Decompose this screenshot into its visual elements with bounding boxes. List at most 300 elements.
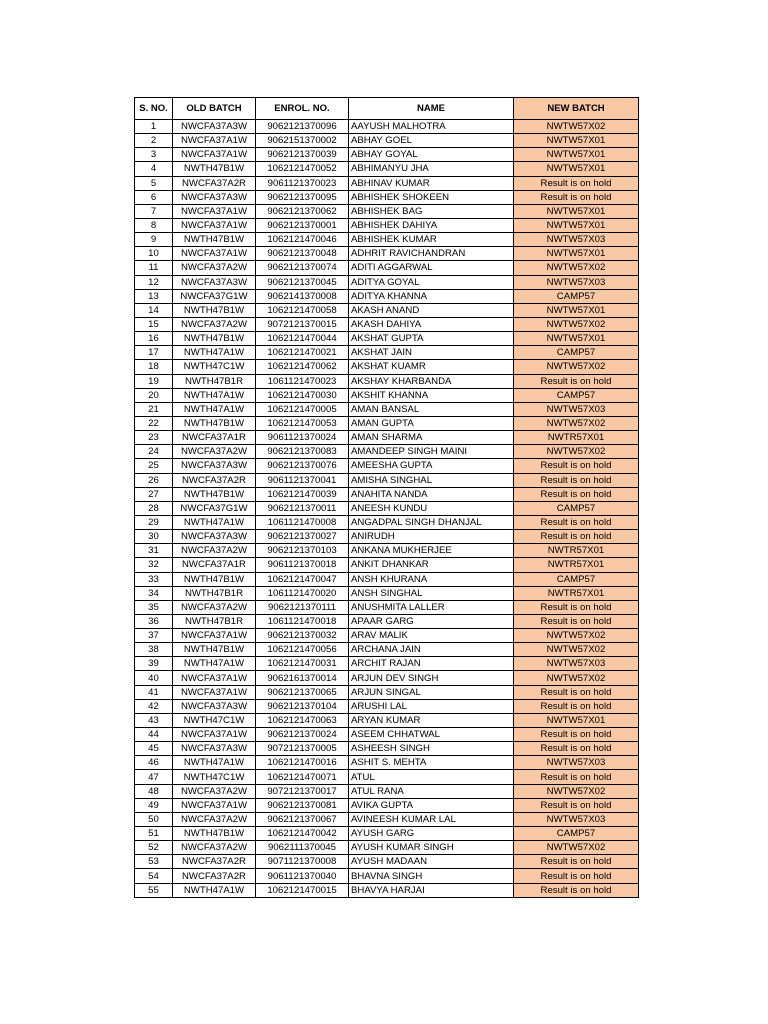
cell-new-batch: NWTW57X02 <box>514 120 639 134</box>
cell-sno: 3 <box>135 148 173 162</box>
cell-new-batch: NWTW57X03 <box>514 233 639 247</box>
cell-sno: 43 <box>135 713 173 727</box>
cell-old-batch: NWTH47B1W <box>173 303 256 317</box>
cell-sno: 7 <box>135 204 173 218</box>
cell-enrol-no: 1062121470053 <box>256 416 349 430</box>
table-row <box>135 629 639 643</box>
cell-sno: 39 <box>135 657 173 671</box>
cell-new-batch: CAMP57 <box>514 388 639 402</box>
cell-old-batch: NWTH47A1W <box>173 346 256 360</box>
table-row <box>135 558 639 572</box>
cell-name: AVINEESH KUMAR LAL <box>349 812 514 826</box>
cell-old-batch: NWCFA37A3W <box>173 120 256 134</box>
cell-sno: 12 <box>135 275 173 289</box>
header-new-batch: NEW BATCH <box>514 98 639 120</box>
cell-sno: 34 <box>135 586 173 600</box>
cell-old-batch: NWTH47B1W <box>173 332 256 346</box>
header-name: NAME <box>349 98 514 120</box>
table-row <box>135 120 639 134</box>
table-row <box>135 218 639 232</box>
cell-sno: 41 <box>135 685 173 699</box>
cell-old-batch: NWTH47A1W <box>173 657 256 671</box>
cell-new-batch: NWTW57X01 <box>514 332 639 346</box>
cell-enrol-no: 9062121370096 <box>256 120 349 134</box>
table-row <box>135 841 639 855</box>
cell-name: ABHAY GOEL <box>349 134 514 148</box>
table-row <box>135 275 639 289</box>
cell-name: ANKIT DHANKAR <box>349 558 514 572</box>
cell-sno: 27 <box>135 487 173 501</box>
cell-new-batch: Result is on hold <box>514 487 639 501</box>
table-row <box>135 431 639 445</box>
cell-enrol-no: 9062121370065 <box>256 685 349 699</box>
cell-enrol-no: 9062121370048 <box>256 247 349 261</box>
cell-sno: 52 <box>135 841 173 855</box>
cell-name: AKSHAT GUPTA <box>349 332 514 346</box>
cell-enrol-no: 1061121470023 <box>256 374 349 388</box>
cell-old-batch: NWCFA37A1R <box>173 558 256 572</box>
cell-name: AAYUSH MALHOTRA <box>349 120 514 134</box>
cell-enrol-no: 1062121470016 <box>256 756 349 770</box>
cell-old-batch: NWCFA37A1W <box>173 685 256 699</box>
cell-enrol-no: 9062121370039 <box>256 148 349 162</box>
cell-new-batch: NWTW57X02 <box>514 261 639 275</box>
cell-name: AMAN GUPTA <box>349 416 514 430</box>
cell-enrol-no: 1062121470030 <box>256 388 349 402</box>
cell-new-batch: NWTW57X02 <box>514 445 639 459</box>
cell-name: ANEESH KUNDU <box>349 501 514 515</box>
cell-sno: 40 <box>135 671 173 685</box>
cell-enrol-no: 9072121370005 <box>256 742 349 756</box>
cell-enrol-no: 1062121470047 <box>256 572 349 586</box>
cell-old-batch: NWCFA37A1W <box>173 629 256 643</box>
table-row <box>135 869 639 883</box>
cell-name: ANAHITA NANDA <box>349 487 514 501</box>
cell-name: ARJUN DEV SINGH <box>349 671 514 685</box>
cell-sno: 38 <box>135 643 173 657</box>
table-row <box>135 190 639 204</box>
cell-new-batch: NWTW57X01 <box>514 218 639 232</box>
cell-enrol-no: 9062121370095 <box>256 190 349 204</box>
cell-name: AYUSH KUMAR SINGH <box>349 841 514 855</box>
cell-new-batch: Result is on hold <box>514 176 639 190</box>
cell-new-batch: NWTW57X01 <box>514 303 639 317</box>
cell-name: AMAN SHARMA <box>349 431 514 445</box>
cell-new-batch: CAMP57 <box>514 346 639 360</box>
batch-table <box>134 97 639 898</box>
cell-enrol-no: 9062121370111 <box>256 600 349 614</box>
cell-sno: 26 <box>135 473 173 487</box>
table-row <box>135 699 639 713</box>
cell-enrol-no: 9062121370032 <box>256 629 349 643</box>
cell-sno: 10 <box>135 247 173 261</box>
cell-old-batch: NWTH47A1W <box>173 883 256 897</box>
table-row <box>135 671 639 685</box>
cell-name: AMANDEEP SINGH MAINI <box>349 445 514 459</box>
cell-name: ARCHANA JAIN <box>349 643 514 657</box>
cell-enrol-no: 9072121370017 <box>256 784 349 798</box>
cell-old-batch: NWCFA37A1W <box>173 671 256 685</box>
table-row <box>135 487 639 501</box>
table-row <box>135 162 639 176</box>
cell-sno: 22 <box>135 416 173 430</box>
cell-old-batch: NWCFA37A1W <box>173 728 256 742</box>
cell-enrol-no: 9062121370062 <box>256 204 349 218</box>
cell-enrol-no: 9061121370018 <box>256 558 349 572</box>
cell-sno: 24 <box>135 445 173 459</box>
cell-new-batch: Result is on hold <box>514 473 639 487</box>
cell-enrol-no: 9062121370074 <box>256 261 349 275</box>
cell-enrol-no: 1062121470063 <box>256 713 349 727</box>
table-row <box>135 515 639 529</box>
cell-new-batch: Result is on hold <box>514 869 639 883</box>
cell-old-batch: NWTH47B1R <box>173 374 256 388</box>
cell-old-batch: NWTH47B1W <box>173 827 256 841</box>
table-row <box>135 261 639 275</box>
cell-old-batch: NWTH47B1W <box>173 572 256 586</box>
cell-sno: 44 <box>135 728 173 742</box>
cell-enrol-no: 9061121370023 <box>256 176 349 190</box>
cell-enrol-no: 1062121470062 <box>256 360 349 374</box>
cell-new-batch: NWTW57X02 <box>514 643 639 657</box>
cell-enrol-no: 9062121370001 <box>256 218 349 232</box>
cell-name: ANGADPAL SINGH DHANJAL <box>349 515 514 529</box>
cell-sno: 16 <box>135 332 173 346</box>
cell-enrol-no: 1062121470058 <box>256 303 349 317</box>
header-sno: S. NO. <box>135 98 173 120</box>
cell-old-batch: NWCFA37A1W <box>173 134 256 148</box>
cell-old-batch: NWTH47A1W <box>173 388 256 402</box>
cell-sno: 14 <box>135 303 173 317</box>
cell-new-batch: Result is on hold <box>514 515 639 529</box>
cell-name: ABHISHEK KUMAR <box>349 233 514 247</box>
cell-old-batch: NWCFA37A2W <box>173 600 256 614</box>
cell-new-batch: NWTW57X03 <box>514 402 639 416</box>
cell-name: ADITYA KHANNA <box>349 289 514 303</box>
cell-old-batch: NWCFA37A1W <box>173 148 256 162</box>
cell-new-batch: NWTW57X02 <box>514 841 639 855</box>
table-row <box>135 148 639 162</box>
cell-sno: 46 <box>135 756 173 770</box>
cell-name: ASHIT S. MEHTA <box>349 756 514 770</box>
cell-new-batch: Result is on hold <box>514 699 639 713</box>
header-row <box>135 98 639 120</box>
cell-enrol-no: 9062121370067 <box>256 812 349 826</box>
cell-sno: 19 <box>135 374 173 388</box>
cell-sno: 18 <box>135 360 173 374</box>
cell-name: AKASH DAHIYA <box>349 317 514 331</box>
cell-old-batch: NWCFA37A2W <box>173 784 256 798</box>
cell-old-batch: NWCFA37A3W <box>173 742 256 756</box>
table-row <box>135 303 639 317</box>
cell-name: AMAN BANSAL <box>349 402 514 416</box>
cell-sno: 42 <box>135 699 173 713</box>
cell-sno: 28 <box>135 501 173 515</box>
cell-sno: 33 <box>135 572 173 586</box>
cell-sno: 50 <box>135 812 173 826</box>
cell-new-batch: NWTW57X01 <box>514 148 639 162</box>
cell-new-batch: Result is on hold <box>514 374 639 388</box>
cell-old-batch: NWTH47B1W <box>173 162 256 176</box>
cell-sno: 37 <box>135 629 173 643</box>
cell-new-batch: NWTR57X01 <box>514 558 639 572</box>
cell-name: ABHISHEK SHOKEEN <box>349 190 514 204</box>
cell-name: ANSH KHURANA <box>349 572 514 586</box>
cell-enrol-no: 1062121470052 <box>256 162 349 176</box>
cell-old-batch: NWTH47A1W <box>173 402 256 416</box>
table-header <box>135 98 639 120</box>
cell-enrol-no: 1062121470021 <box>256 346 349 360</box>
cell-sno: 53 <box>135 855 173 869</box>
cell-enrol-no: 1062121470046 <box>256 233 349 247</box>
table-row <box>135 459 639 473</box>
cell-enrol-no: 9062121370076 <box>256 459 349 473</box>
cell-enrol-no: 1061121470020 <box>256 586 349 600</box>
cell-enrol-no: 9071121370008 <box>256 855 349 869</box>
cell-enrol-no: 9062141370008 <box>256 289 349 303</box>
cell-new-batch: NWTW57X01 <box>514 204 639 218</box>
cell-new-batch: NWTR57X01 <box>514 431 639 445</box>
cell-sno: 36 <box>135 614 173 628</box>
cell-old-batch: NWTH47A1W <box>173 756 256 770</box>
cell-name: ADITYA GOYAL <box>349 275 514 289</box>
table-row <box>135 756 639 770</box>
cell-name: ABHISHEK BAG <box>349 204 514 218</box>
cell-new-batch: NWTW57X01 <box>514 162 639 176</box>
cell-name: AMISHA SINGHAL <box>349 473 514 487</box>
table-row <box>135 614 639 628</box>
cell-enrol-no: 1062121470042 <box>256 827 349 841</box>
cell-old-batch: NWCFA37A3W <box>173 530 256 544</box>
cell-enrol-no: 1062121470056 <box>256 643 349 657</box>
cell-old-batch: NWCFA37A3W <box>173 190 256 204</box>
cell-sno: 45 <box>135 742 173 756</box>
cell-name: BHAVNA SINGH <box>349 869 514 883</box>
cell-sno: 29 <box>135 515 173 529</box>
cell-new-batch: CAMP57 <box>514 501 639 515</box>
cell-old-batch: NWTH47B1W <box>173 416 256 430</box>
table-row <box>135 360 639 374</box>
cell-name: ANUSHMITA LALLER <box>349 600 514 614</box>
cell-old-batch: NWCFA37A2W <box>173 812 256 826</box>
cell-sno: 47 <box>135 770 173 784</box>
cell-old-batch: NWCFA37A3W <box>173 275 256 289</box>
cell-name: AYUSH GARG <box>349 827 514 841</box>
cell-enrol-no: 9062121370024 <box>256 728 349 742</box>
cell-sno: 5 <box>135 176 173 190</box>
cell-name: ABHAY GOYAL <box>349 148 514 162</box>
cell-sno: 30 <box>135 530 173 544</box>
cell-new-batch: CAMP57 <box>514 827 639 841</box>
cell-sno: 2 <box>135 134 173 148</box>
cell-new-batch: NWTR57X01 <box>514 544 639 558</box>
cell-new-batch: NWTW57X03 <box>514 275 639 289</box>
table-row <box>135 247 639 261</box>
cell-enrol-no: 1062121470005 <box>256 402 349 416</box>
cell-name: ANKANA MUKHERJEE <box>349 544 514 558</box>
cell-name: ANIRUDH <box>349 530 514 544</box>
cell-enrol-no: 1062121470031 <box>256 657 349 671</box>
cell-sno: 20 <box>135 388 173 402</box>
cell-name: AKSHAT JAIN <box>349 346 514 360</box>
cell-enrol-no: 1062121470071 <box>256 770 349 784</box>
cell-name: APAAR GARG <box>349 614 514 628</box>
cell-name: BHAVYA HARJAI <box>349 883 514 897</box>
cell-old-batch: NWCFA37A2W <box>173 445 256 459</box>
cell-sno: 6 <box>135 190 173 204</box>
table-row <box>135 657 639 671</box>
cell-old-batch: NWCFA37A2W <box>173 261 256 275</box>
cell-old-batch: NWCFA37A1W <box>173 247 256 261</box>
cell-new-batch: NWTW57X02 <box>514 629 639 643</box>
cell-name: ATUL <box>349 770 514 784</box>
cell-old-batch: NWTH47B1W <box>173 233 256 247</box>
cell-old-batch: NWCFA37A3W <box>173 459 256 473</box>
cell-name: AKASH ANAND <box>349 303 514 317</box>
cell-name: AVIKA GUPTA <box>349 798 514 812</box>
table-row <box>135 586 639 600</box>
table-row <box>135 233 639 247</box>
cell-sno: 21 <box>135 402 173 416</box>
cell-old-batch: NWCFA37A1R <box>173 431 256 445</box>
cell-enrol-no: 9061121370040 <box>256 869 349 883</box>
cell-new-batch: NWTW57X03 <box>514 657 639 671</box>
cell-enrol-no: 1062121470044 <box>256 332 349 346</box>
table-row <box>135 742 639 756</box>
table-row <box>135 798 639 812</box>
cell-old-batch: NWCFA37A2R <box>173 473 256 487</box>
cell-name: AKSHAY KHARBANDA <box>349 374 514 388</box>
cell-name: ABHISHEK DAHIYA <box>349 218 514 232</box>
cell-enrol-no: 9062121370045 <box>256 275 349 289</box>
cell-old-batch: NWCFA37A2R <box>173 869 256 883</box>
cell-new-batch: Result is on hold <box>514 459 639 473</box>
cell-name: ARYAN KUMAR <box>349 713 514 727</box>
cell-old-batch: NWCFA37A2R <box>173 176 256 190</box>
cell-new-batch: Result is on hold <box>514 530 639 544</box>
cell-old-batch: NWCFA37A2R <box>173 855 256 869</box>
cell-enrol-no: 9061121370024 <box>256 431 349 445</box>
cell-sno: 49 <box>135 798 173 812</box>
cell-new-batch: NWTW57X01 <box>514 713 639 727</box>
cell-new-batch: NWTW57X01 <box>514 134 639 148</box>
cell-old-batch: NWCFA37G1W <box>173 289 256 303</box>
cell-enrol-no: 9062121370027 <box>256 530 349 544</box>
table-row <box>135 134 639 148</box>
cell-sno: 48 <box>135 784 173 798</box>
cell-new-batch: NWTW57X02 <box>514 416 639 430</box>
cell-old-batch: NWTH47B1R <box>173 614 256 628</box>
cell-name: ATUL RANA <box>349 784 514 798</box>
cell-name: ASEEM CHHATWAL <box>349 728 514 742</box>
cell-new-batch: NWTW57X02 <box>514 784 639 798</box>
cell-old-batch: NWCFA37A2W <box>173 841 256 855</box>
table-row <box>135 374 639 388</box>
table-row <box>135 827 639 841</box>
cell-old-batch: NWTH47C1W <box>173 360 256 374</box>
cell-new-batch: Result is on hold <box>514 770 639 784</box>
cell-name: ARJUN SINGAL <box>349 685 514 699</box>
cell-new-batch: CAMP57 <box>514 289 639 303</box>
cell-new-batch: Result is on hold <box>514 685 639 699</box>
table-row <box>135 685 639 699</box>
cell-new-batch: NWTR57X01 <box>514 586 639 600</box>
cell-name: AMEESHA GUPTA <box>349 459 514 473</box>
cell-enrol-no: 9062161370014 <box>256 671 349 685</box>
cell-old-batch: NWCFA37G1W <box>173 501 256 515</box>
table-row <box>135 770 639 784</box>
cell-sno: 8 <box>135 218 173 232</box>
table-row <box>135 346 639 360</box>
cell-name: AKSHAT KUAMR <box>349 360 514 374</box>
cell-sno: 31 <box>135 544 173 558</box>
table-row <box>135 416 639 430</box>
table-row <box>135 784 639 798</box>
table-row <box>135 728 639 742</box>
cell-enrol-no: 1062121470039 <box>256 487 349 501</box>
cell-sno: 4 <box>135 162 173 176</box>
table-row <box>135 388 639 402</box>
cell-new-batch: Result is on hold <box>514 742 639 756</box>
cell-name: ADHRIT RAVICHANDRAN <box>349 247 514 261</box>
table-row <box>135 445 639 459</box>
cell-old-batch: NWCFA37A2W <box>173 544 256 558</box>
table-row <box>135 643 639 657</box>
cell-enrol-no: 9062151370002 <box>256 134 349 148</box>
cell-sno: 32 <box>135 558 173 572</box>
cell-name: ARUSHI LAL <box>349 699 514 713</box>
cell-sno: 13 <box>135 289 173 303</box>
table-row <box>135 501 639 515</box>
cell-old-batch: NWCFA37A3W <box>173 699 256 713</box>
cell-new-batch: Result is on hold <box>514 600 639 614</box>
table-row <box>135 530 639 544</box>
table-row <box>135 473 639 487</box>
cell-enrol-no: 1061121470008 <box>256 515 349 529</box>
table-row <box>135 204 639 218</box>
cell-name: AKSHIT KHANNA <box>349 388 514 402</box>
cell-new-batch: Result is on hold <box>514 798 639 812</box>
cell-name: ANSH SINGHAL <box>349 586 514 600</box>
cell-new-batch: Result is on hold <box>514 190 639 204</box>
table-row <box>135 402 639 416</box>
cell-enrol-no: 9072121370015 <box>256 317 349 331</box>
cell-enrol-no: 9062121370104 <box>256 699 349 713</box>
cell-old-batch: NWTH47C1W <box>173 713 256 727</box>
cell-name: ARAV MALIK <box>349 629 514 643</box>
cell-old-batch: NWTH47B1W <box>173 487 256 501</box>
cell-new-batch: NWTW57X02 <box>514 360 639 374</box>
table-row <box>135 544 639 558</box>
cell-sno: 51 <box>135 827 173 841</box>
cell-new-batch: NWTW57X01 <box>514 247 639 261</box>
table-row <box>135 812 639 826</box>
cell-old-batch: NWTH47B1R <box>173 586 256 600</box>
cell-old-batch: NWCFA37A2W <box>173 317 256 331</box>
cell-name: ASHEESH SINGH <box>349 742 514 756</box>
table-row <box>135 176 639 190</box>
cell-new-batch: Result is on hold <box>514 855 639 869</box>
cell-name: ADITI AGGARWAL <box>349 261 514 275</box>
cell-sno: 11 <box>135 261 173 275</box>
cell-sno: 23 <box>135 431 173 445</box>
cell-old-batch: NWTH47C1W <box>173 770 256 784</box>
table-row <box>135 572 639 586</box>
cell-sno: 55 <box>135 883 173 897</box>
cell-enrol-no: 9062121370011 <box>256 501 349 515</box>
cell-old-batch: NWTH47B1W <box>173 643 256 657</box>
cell-enrol-no: 9061121370041 <box>256 473 349 487</box>
